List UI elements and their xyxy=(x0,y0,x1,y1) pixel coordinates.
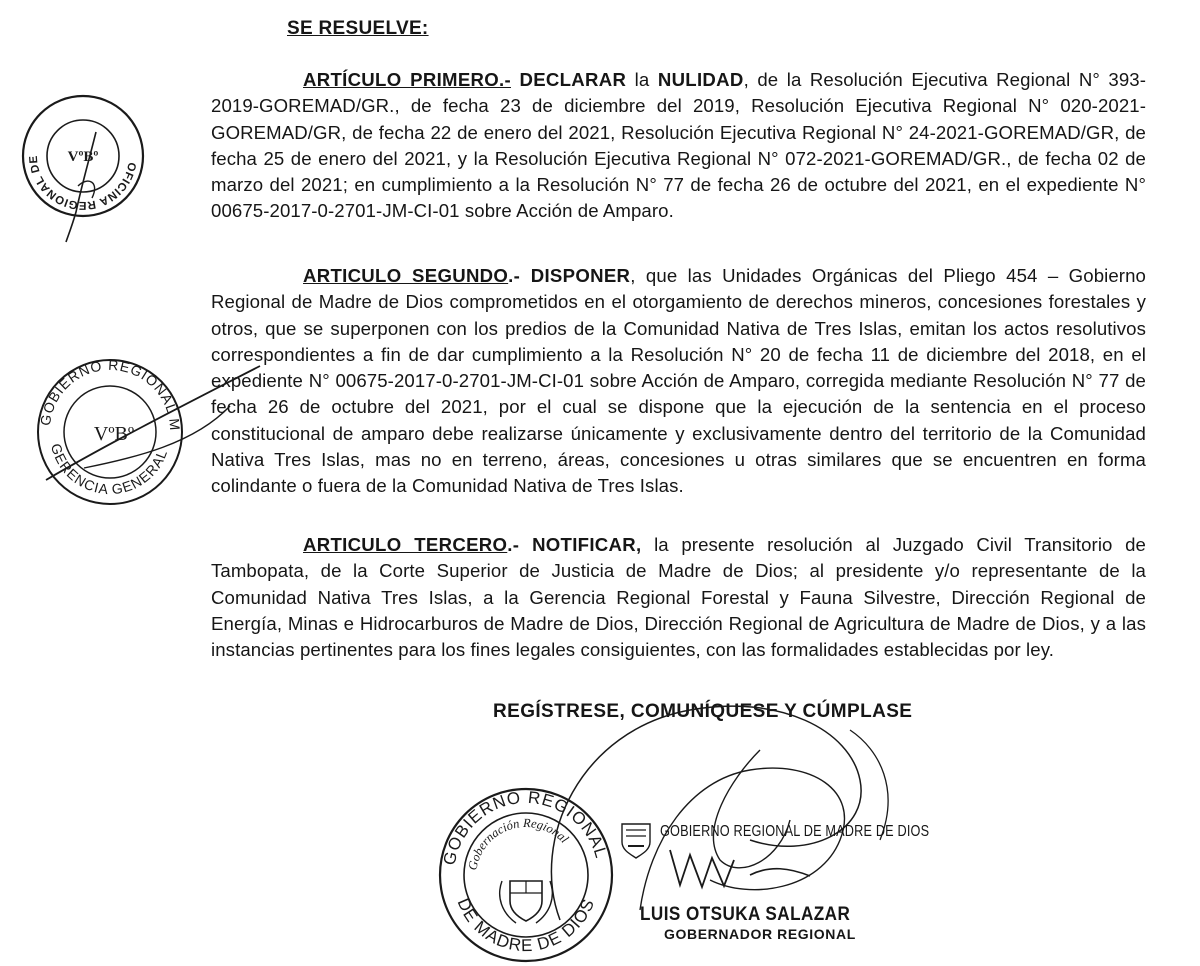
coat-of-arms-icon xyxy=(500,881,553,923)
article-first-verb: DECLARAR xyxy=(519,69,627,90)
governorship-outer-bottom-text: DE MADRE DE DIOS xyxy=(453,895,599,956)
article-second-separator: .- xyxy=(508,265,531,286)
svg-text:DE MADRE DE DIOS xyxy=(454,895,599,955)
signer-name: LUIS OTSUKA SALAZAR xyxy=(640,904,851,925)
article-third xyxy=(211,532,1146,663)
governorship-inner-text: Gobernación Regional xyxy=(465,815,572,872)
article-first-text-a: la xyxy=(626,69,658,90)
general-management-stamp xyxy=(18,335,284,508)
svg-text:OFICINA REGIONAL DE ASESORIA J xyxy=(13,27,137,211)
article-third-separator: .- xyxy=(507,534,533,555)
article-third-text: la presente resolución al Juzgado Civil Transitorio de Tambopata, de la Corte Superior de Justicia de Madre de Dios; al presidente y/o representante de la Comunidad Nativa Tres Islas, a la Gerencia Regional Forestal y Fauna Silvestre, Dirección Regional de Energía, Minas e Hidrocarburos de Madre de Dios, Dirección Regional de Agricultura de Madre de Dios, y a las instancias pertinentes para los fines legales consiguientes, con las formalidades establecidas por ley. xyxy=(211,534,1146,661)
resolution-heading: SE RESUELVE: xyxy=(287,18,429,39)
signer-title: GOBERNADOR REGIONAL xyxy=(664,926,856,942)
legal-office-ring-text: OFICINA REGIONAL DE ASESORIA JURIDICA xyxy=(13,27,138,212)
signature-organization: GOBIERNO REGIONAL DE MADRE DE DIOS xyxy=(660,823,930,840)
article-second xyxy=(211,263,1146,500)
article-third-verb: NOTIFICAR, xyxy=(532,534,642,555)
general-management-stamp-center: VºBº xyxy=(93,423,135,445)
svg-text:GOBIERNO REGIONAL MDD xyxy=(18,335,183,432)
svg-text:Gobernación Regional xyxy=(465,816,571,871)
legal-office-stamp-center: VºBº xyxy=(67,149,99,165)
article-first-text-b: , de la Resolución Ejecutiva Regional N° 393-2019-GOREMAD/GR., de fecha 23 de diciembre del 2019, Resolución Ejecutiva Regional N° 020-2021-GOREMAD/GR, de fecha 22 de enero del 2021, Resolución Ejecutiva Regional N° 24-2021-GOREMAD/GR, de fecha 25 de enero del 2021, y la Resolución Ejecutiva Regional N° 072-2021-GOREMAD/GR., de fecha 02 de marzo del 2021; en cumplimiento a la Resolución N° 77 de fecha 26 de octubre del 2021, en el expediente N° 00675-2017-0-2701-JM-CI-01 sobre Acción de Amparo. xyxy=(211,69,1146,222)
article-second-verb: DISPONER xyxy=(530,265,631,286)
article-first-emphasis: NULIDAD xyxy=(657,69,744,90)
closing-formula: REGÍSTRESE, COMUNÍQUESE Y CÚMPLASE xyxy=(493,701,913,722)
article-second-label: ARTICULO SEGUNDO xyxy=(303,265,509,286)
article-first-label: ARTÍCULO PRIMERO.- xyxy=(303,69,511,90)
article-second-text: , que las Unidades Orgánicas del Pliego 454 – Gobierno Regional de Madre de Dios comprometidos en el otorgamiento de derechos mineros, concesiones forestales y otros, que se superponen con los predios de la Comunidad Nativa de Tres Islas, emitan los actos resolutivos correspondientes a fin de dar cumplimiento a la Resolución N° 20 de fecha 11 de diciembre del 2018, en el expediente N° 00675-2017-0-2701-JM-CI-01 sobre Acción de Amparo, corregida mediante Resolución N° 77 de fecha 26 de octubre del 2021, por el cual se dispone que la ejecución de la sentencia en el proceso constitucional de amparo debe realizarse únicamente y exclusivamente dentro del territorio de la Comunidad Nativa Tres Islas, mas no en terreno, áreas, concesiones u otras similares que se encuentren en forma colindante o fuera de la Comunidad Nativa de Tres Islas. xyxy=(211,265,1146,497)
governorship-outer-top-text: GOBIERNO REGIONAL xyxy=(439,787,611,867)
article-third-label: ARTICULO TERCERO xyxy=(303,534,508,555)
general-management-bottom-text: GERENCIA GENERAL xyxy=(47,441,171,498)
legal-office-stamp xyxy=(13,27,148,246)
article-first xyxy=(211,67,1146,225)
signature-emblem xyxy=(614,816,658,865)
general-management-top-text: GOBIERNO REGIONAL MDD xyxy=(18,335,184,432)
governorship-stamp xyxy=(436,785,616,965)
